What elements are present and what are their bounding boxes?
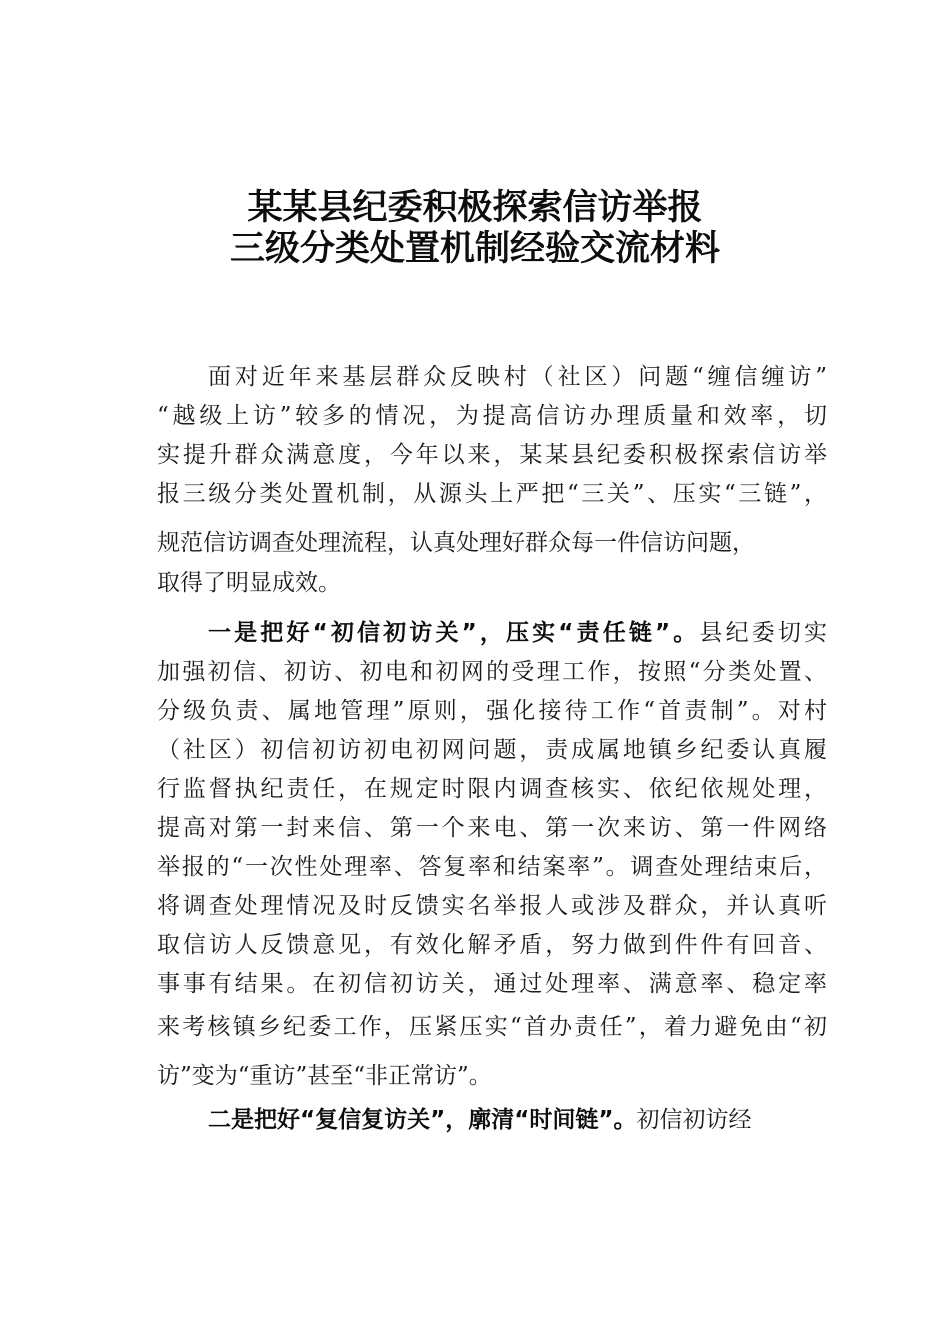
intro-line-1: 面对近年来基层群众反映村（社区）问题“缠信缠访”: [208, 364, 827, 390]
section1-first-line: [208, 618, 827, 648]
document-title-line-2: 三级分类处置机制经验交流材料: [229, 229, 720, 269]
intro-line-4: 报三级分类处置机制，从源头上严把“三关”、压实“三链”，: [157, 481, 827, 507]
section1-line-7: 举报的“一次性处理率、答复率和结案率”。调查处理结束后，: [157, 854, 827, 880]
document-title-line-1: 某某县纪委积极探索信访举报: [247, 188, 703, 228]
section1-line-6: 提高对第一封来信、第一个来电、第一次来访、第一件网络: [157, 815, 827, 841]
section2-first-line: [208, 1105, 827, 1135]
section1-line-1: 县纪委切实: [699, 620, 827, 646]
section2-heading: 二是把好“复信复访关”，廓清“时间链”。: [208, 1107, 637, 1133]
section1-line-9: 取信访人反馈意见，有效化解矛盾，努力做到件件有回音、: [157, 932, 827, 958]
section1-line-10: 事事有结果。在初信初访关，通过处理率、满意率、稳定率: [157, 971, 827, 997]
intro-line-3: 实提升群众满意度，今年以来，某某县纪委积极探索信访举: [157, 442, 827, 468]
section1-line-5: 行监督执纪责任，在规定时限内调查核实、依纪依规处理，: [157, 776, 827, 802]
intro-line-5: 规范信访调查处理流程，认真处理好群众每一件信访问题，: [157, 530, 755, 556]
section1-line-11: 来考核镇乡纪委工作，压紧压实“首办责任”，着力避免由“初: [157, 1014, 827, 1040]
section1-heading: 一是把好“初信初访关”，压实“责任链”。: [208, 620, 700, 646]
section1-line-2: 加强初信、初访、初电和初网的受理工作，按照“分类处置、: [157, 659, 827, 685]
section1-line-8: 将调查处理情况及时反馈实名举报人或涉及群众，并认真听: [157, 893, 827, 919]
intro-line-2: “越级上访”较多的情况，为提高信访办理质量和效率，切: [157, 403, 827, 429]
section1-line-3: 分级负责、属地管理”原则，强化接待工作“首责制”。对村: [157, 698, 827, 724]
section1-line-12: 访”变为“重访”甚至“非正常访”。: [157, 1063, 492, 1089]
section1-line-4: （社区）初信初访初电初网问题，责成属地镇乡纪委认真履: [157, 737, 827, 763]
section2-line-1: 初信初访经: [636, 1107, 752, 1133]
intro-line-6: 取得了明显成效。: [157, 570, 341, 596]
